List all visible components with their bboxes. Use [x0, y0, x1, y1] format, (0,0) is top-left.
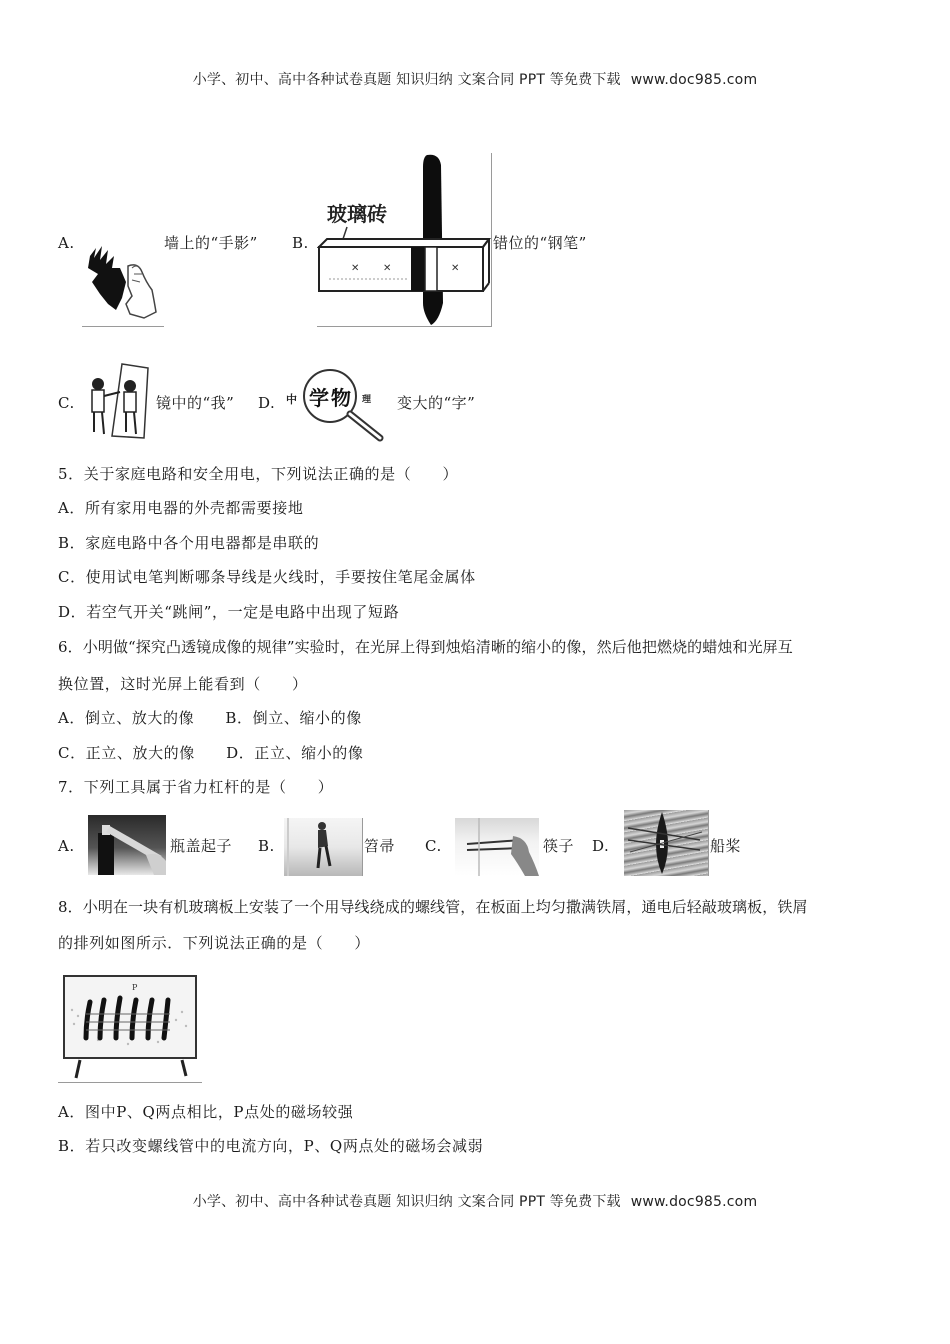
q5-option-a: A．所有家用电器的外壳都需要接地 [58, 499, 304, 517]
glass-brick-caption: 玻璃砖 [327, 202, 387, 226]
q4-option-b-label: 错位的“钢笔” [493, 234, 587, 252]
q5-stem: 5．关于家庭电路和安全用电，下列说法正确的是（ ） [58, 465, 459, 483]
q6-stem-line1: 6．小明做“探究凸透镜成像的规律”实验时，在光屏上得到烛焰清晰的缩小的像，然后他把燃烧的蜡烛和光屏互 [58, 638, 793, 656]
q8-stem-line2: 的排列如图所示．下列说法正确的是（ ） [58, 934, 371, 952]
svg-text:✕: ✕ [383, 263, 392, 274]
q5-option-d: D．若空气开关“跳闸”，一定是电路中出现了短路 [58, 603, 400, 621]
header-url[interactable]: www.doc985.com [630, 72, 758, 88]
q4-option-d-letter: D. [258, 394, 276, 412]
large-char-wu: 物 [331, 386, 351, 410]
q7-option-d-letter: D. [592, 837, 610, 855]
q7-option-b-label: 笤帚 [364, 837, 396, 855]
q4-option-a-letter: A. [58, 234, 75, 252]
q4-option-c-letter: C. [58, 394, 75, 412]
q6-stem-line2: 换位置，这时光屏上能看到（ ） [58, 675, 308, 693]
child-mirror-image [82, 362, 154, 442]
rowing-boat-photo [624, 810, 709, 876]
solenoid-iron-filings-image [58, 970, 202, 1083]
q7-option-a-label: 瓶盖起子 [170, 837, 233, 855]
magnifier-text-image [284, 366, 396, 444]
q4-option-d-label: 变大的“字” [397, 394, 476, 412]
point-p-label: P [132, 983, 138, 992]
q4-option-c-label: 镜中的“我” [156, 394, 235, 412]
header-text: 小学、初中、高中各种试卷真题 知识归纳 文案合同 PPT 等免费下载 [192, 72, 621, 88]
q5-option-b: B．家庭电路中各个用电器都是串联的 [58, 534, 320, 552]
pen-glass-brick-image [317, 153, 492, 327]
q7-option-b-letter: B. [258, 837, 275, 855]
chopsticks-photo [455, 818, 539, 876]
q8-stem-line1: 8．小明在一块有机玻璃板上安装了一个用导线绕成的螺线管，在板面上均匀撒满铁屑，通电后轻敲玻璃板，铁屑 [58, 898, 808, 916]
q7-stem: 7．下列工具属于省力杠杆的是（ ） [58, 778, 334, 796]
footer-text: 小学、初中、高中各种试卷真题 知识归纳 文案合同 PPT 等免费下载 [192, 1194, 621, 1210]
svg-text:✕: ✕ [451, 263, 460, 274]
svg-text:✕: ✕ [351, 263, 360, 274]
footer-url[interactable]: www.doc985.com [630, 1194, 758, 1210]
page-footer [0, 1191, 950, 1211]
q4-option-b-letter: B. [292, 234, 309, 252]
small-char-zhong: 中 [286, 393, 297, 406]
q8-option-b: B．若只改变螺线管中的电流方向，P、Q两点处的磁场会减弱 [58, 1137, 484, 1155]
page-header [0, 69, 950, 89]
q6-options-row1: A．倒立、放大的像 B．倒立、缩小的像 [58, 709, 362, 727]
broom-sweeping-photo [284, 818, 363, 876]
q8-option-a: A．图中P、Q两点相比，P点处的磁场较强 [58, 1103, 354, 1121]
q6-options-row2: C．正立、放大的像 D．正立、缩小的像 [58, 744, 364, 762]
q7-option-d-label: 船桨 [710, 837, 742, 855]
q7-option-c-letter: C. [425, 837, 442, 855]
hand-shadow-deer-image [82, 238, 164, 327]
bottle-opener-photo [88, 815, 166, 875]
small-char-li: 理 [362, 395, 372, 405]
q7-option-a-letter: A. [58, 837, 75, 855]
q4-option-a-label: 墙上的“手影” [164, 234, 258, 252]
q7-option-c-label: 筷子 [543, 837, 575, 855]
large-char-xue: 学 [309, 386, 329, 410]
q5-option-c: C．使用试电笔判断哪条导线是火线时，手要按住笔尾金属体 [58, 568, 476, 586]
